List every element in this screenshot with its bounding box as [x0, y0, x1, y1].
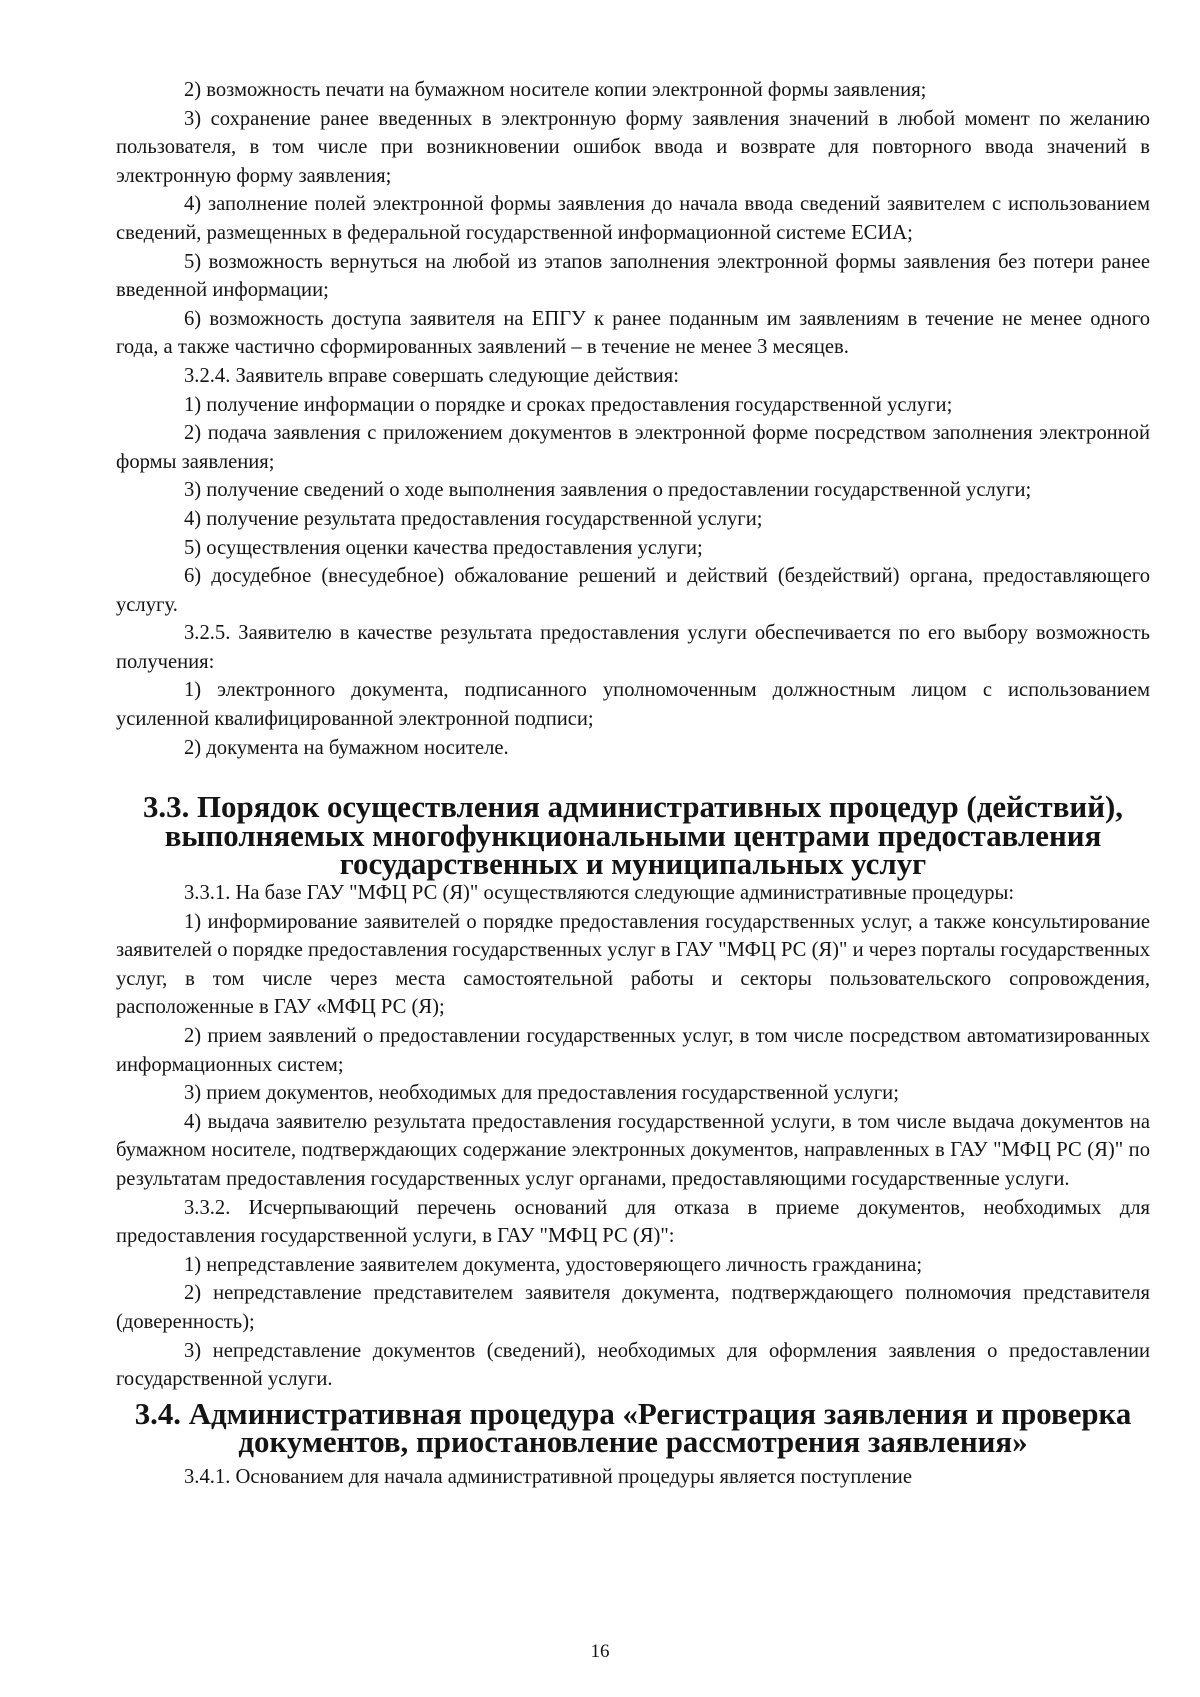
- list-item: 5) осуществления оценки качества предоставления услуги;: [184, 536, 703, 559]
- list-item: 3) прием документов, необходимых для предоставления государственной услуги;: [184, 1082, 899, 1105]
- section-heading-34: 3.4. Административная процедура «Регистрация заявления и проверка документов, приостановление рассмотрения заявления»: [134, 1395, 1132, 1460]
- list-item: 5) возможность вернуться на любой из этапов заполнения электронной формы заявления без потери ранее введенной информации;: [116, 250, 1150, 302]
- section-34: [116, 1463, 1150, 1492]
- list-item: 6) досудебное (внесудебное) обжалование решений и действий (бездействий) органа, предоставляющего услугу.: [116, 565, 1150, 616]
- list-item: 4) выдача заявителю результата предоставления государственной услуги, в том числе выдача документов на бумажном носителе, подтверждающих содержание электронных документов, направленных в ГАУ "МФЦ РС (Я)" по результатам предоставления государственных услуг органами, предоставляющими государственные услуги.: [116, 1110, 1150, 1190]
- section-heading-33: 3.3. Порядок осуществления административных процедур (действий), выполняемых многофункциональными центрами предоставления государственных и муниципальных услуг: [142, 789, 1124, 882]
- list-item: 3) получение сведений о ходе выполнения заявления о предоставлении государственной услуги;: [184, 479, 1032, 502]
- section-32-continued: [116, 76, 1150, 762]
- paragraph-325: 3.2.5. Заявителю в качестве результата предоставления услуги обеспечивается по его выбору возможность получения:: [116, 622, 1150, 673]
- list-item: 2) возможность печати на бумажном носителе копии электронной формы заявления;: [184, 79, 927, 101]
- list-item: 6) возможность доступа заявителя на ЕПГУ к ранее поданным им заявлениям в течение не менее одного года, а также частично сформированных заявлений – в течение не менее 3 месяцев.: [116, 307, 1150, 359]
- list-item: 2) прием заявлений о предоставлении государственных услуг, в том числе посредством автоматизированных информационных систем;: [116, 1025, 1150, 1076]
- list-item: 4) заполнение полей электронной формы заявления до начала ввода сведений заявителем с использованием сведений, размещенных в федеральной государственной информационной системе ЕСИА;: [116, 193, 1150, 244]
- list-item: 3) непредставление документов (сведений), необходимых для оформления заявления о предоставлении государственной услуги.: [116, 1339, 1150, 1391]
- section-33: [116, 879, 1150, 1394]
- list-item: 1) информирование заявителей о порядке предоставления государственных услуг, а также консультирование заявителей о порядке предоставления государственных услуг в ГАУ "МФЦ РС (Я)" и через порталы государственных услуг, в том числе через места самостоятельной работы и секторы пользовательского сопровождения, расположенные в ГАУ «МФЦ РС (Я);: [116, 910, 1150, 1019]
- list-item: 4) получение результата предоставления государственной услуги;: [184, 507, 763, 530]
- paragraph-331: 3.3.1. На базе ГАУ "МФЦ РС (Я)" осуществляются следующие административные процедуры:: [184, 882, 1015, 905]
- list-item: 2) документа на бумажном носителе.: [184, 736, 509, 759]
- list-item: 1) непредставление заявителем документа, удостоверяющего личность гражданина;: [184, 1253, 923, 1276]
- list-item: 3) сохранение ранее введенных в электронную форму заявления значений в любой момент по желанию пользователя, в том числе при возникновении ошибок ввода и возврате для повторного ввода значений в электронную форму заявления;: [116, 107, 1150, 187]
- paragraph-324: 3.2.4. Заявитель вправе совершать следующие действия:: [184, 364, 680, 387]
- page-number: 16: [590, 1641, 610, 1662]
- list-item: 2) непредставление представителем заявителя документа, подтверждающего полномочия представителя (доверенность);: [116, 1282, 1150, 1333]
- list-item: 1) получение информации о порядке и сроках предоставления государственной услуги;: [184, 393, 953, 416]
- list-item: 1) электронного документа, подписанного уполномоченным должностным лицом с использованием усиленной квалифицированной электронной подписи;: [116, 679, 1150, 731]
- paragraph-332: 3.3.2. Исчерпывающий перечень оснований для отказа в приеме документов, необходимых для предоставления государственной услуги, в ГАУ "МФЦ РС (Я)":: [116, 1196, 1150, 1248]
- list-item: 2) подача заявления с приложением документов в электронной форме посредством заполнения электронной формы заявления;: [116, 422, 1150, 473]
- paragraph-341: 3.4.1. Основанием для начала административной процедуры является поступление: [184, 1465, 912, 1488]
